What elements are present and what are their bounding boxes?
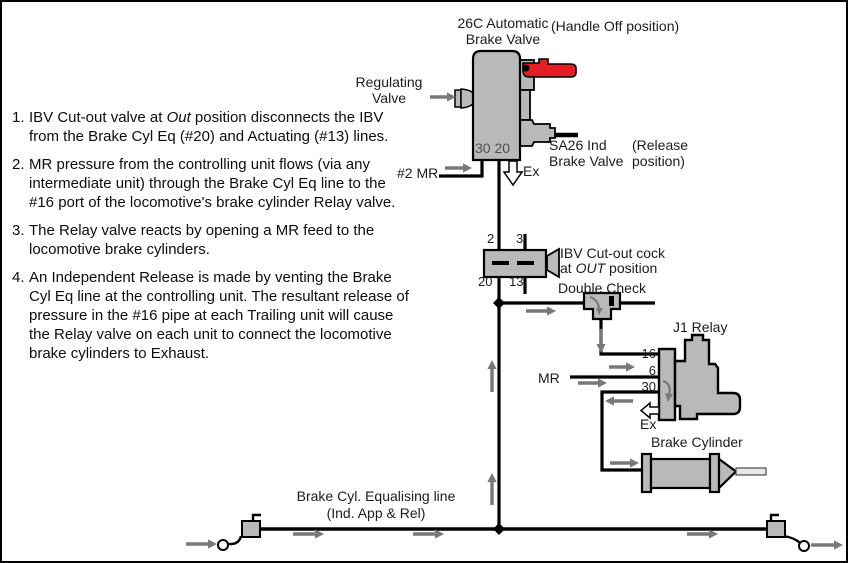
note-text: An Independent Release is made by venting the Brake Cyl Eq line at the controlling unit. The resultant release of pressure in the #16 pipe at each Trailing unit will cause the Relay valve on each unit to connect the locomotive brake cylinders to Exhaust.: [29, 269, 409, 362]
cylinder-flange: [642, 454, 651, 492]
cylinder-barrel: [651, 459, 710, 488]
j1-relay-label: J1 Relay: [673, 319, 728, 335]
flow-arrow-icon: [430, 92, 456, 101]
flow-arrow-icon: [186, 539, 217, 548]
hose-coupling-ring: [218, 540, 228, 550]
blocked-port-dash: [517, 261, 534, 265]
sa26-label: SA26 Ind Brake Valve: [549, 137, 624, 169]
relay-port-30: 30: [641, 379, 656, 394]
sa26-position-note: (Release position): [632, 137, 689, 169]
handle-mount-lower: [520, 90, 530, 120]
flow-arrow-icon: [811, 540, 843, 549]
cutout-cock-position-label: at OUT position: [560, 260, 658, 276]
brake-valve-title: 26C Automatic Brake Valve: [457, 15, 549, 47]
note-item-2: [12, 155, 414, 212]
valve-main-body: [473, 51, 520, 160]
note-number: 4.: [12, 269, 25, 286]
exhaust-arrow-icon: [641, 403, 659, 418]
note-number: 1.: [12, 109, 25, 126]
double-check-label: Double Check: [558, 280, 646, 296]
mr-label: MR: [538, 370, 560, 386]
handle-pivot: [523, 65, 530, 72]
relay-port-6: 6: [648, 363, 656, 378]
cock-port-20: 20: [478, 274, 493, 289]
left-angle-cock: [218, 515, 261, 550]
cock-handle: [547, 249, 559, 277]
double-check-body: [584, 293, 620, 319]
pipe-junction-diamond: [493, 297, 505, 309]
cutout-cock-label: IBV Cut-out cock: [560, 245, 666, 261]
handle-position-note: (Handle Off position): [551, 18, 680, 34]
relay-body: [675, 335, 740, 419]
flow-arrow-icon: [578, 378, 607, 387]
cock-port-3: 3: [516, 231, 524, 246]
cock-port-13: 13: [509, 274, 524, 289]
note-text: MR pressure from the controlling unit flows (via any intermediate unit) through the Brake Cyl Eq line to the #16 port of the locomotive's brake cylinder Relay valve.: [29, 156, 396, 211]
relay-exhaust-label: Ex: [640, 416, 657, 432]
double-check-seat: [609, 296, 614, 306]
sa26-valve-stub: [520, 120, 555, 146]
hose-coupling-ring: [799, 541, 809, 551]
flow-arrow-icon: [610, 458, 639, 467]
note-item-3: [12, 221, 414, 259]
brake-cylinder-shape: [642, 454, 766, 492]
flow-arrow-icon: [596, 329, 605, 353]
flow-arrow-icon: [487, 473, 496, 505]
relay-port-16: 16: [641, 346, 656, 361]
note-number: 2.: [12, 156, 25, 173]
cylinder-cone: [719, 459, 736, 488]
exhaust-arrow-icon: [504, 161, 522, 185]
flow-arrow-icon: [526, 306, 556, 315]
mr2-label: #2 MR: [397, 165, 439, 181]
valve-port-numbers: 30 20: [475, 140, 511, 156]
note-item-4: [12, 268, 414, 363]
flow-arrow-icon: [605, 396, 633, 405]
brake-cylinder-label: Brake Cylinder: [651, 434, 743, 450]
equalising-line-label: Brake Cyl. Equalising line (Ind. App & Rel): [296, 488, 456, 521]
hose: [784, 536, 800, 543]
hose: [228, 536, 241, 544]
brake-valve-body: [455, 51, 576, 160]
blocked-port-dash: [492, 261, 509, 265]
right-angle-cock: [767, 515, 809, 551]
double-check-valve: [584, 293, 620, 319]
note-text: IBV Cut-out valve at Out position disconnects the IBV from the Brake Cyl Eq (#20) and Actuating (#13) lines.: [29, 109, 389, 145]
note-item-1: [12, 108, 414, 146]
regulating-valve-knob: [455, 90, 461, 107]
flow-arrow-icon: [445, 163, 472, 172]
regulating-valve-label: Regulating Valve: [355, 74, 423, 106]
exhaust-label: Ex: [523, 163, 540, 179]
note-number: 3.: [12, 222, 25, 239]
piston-rod: [736, 468, 766, 475]
j1-relay: [659, 335, 740, 420]
note-text: The Relay valve reacts by opening a MR feed to the locomotive brake cylinders.: [29, 222, 375, 258]
flow-arrow-icon: [609, 362, 635, 371]
cylinder-flange: [710, 454, 719, 492]
cock-port-2: 2: [487, 231, 495, 246]
flow-arrow-icon: [487, 360, 496, 392]
angle-cock-body: [767, 521, 785, 537]
pipe-junction-diamond: [493, 523, 505, 535]
notes-list: [12, 108, 414, 372]
doublecheck-to-port16-pipe: [601, 319, 659, 354]
ibv-cutout-cock: [484, 249, 559, 277]
angle-cock-body: [242, 521, 260, 537]
